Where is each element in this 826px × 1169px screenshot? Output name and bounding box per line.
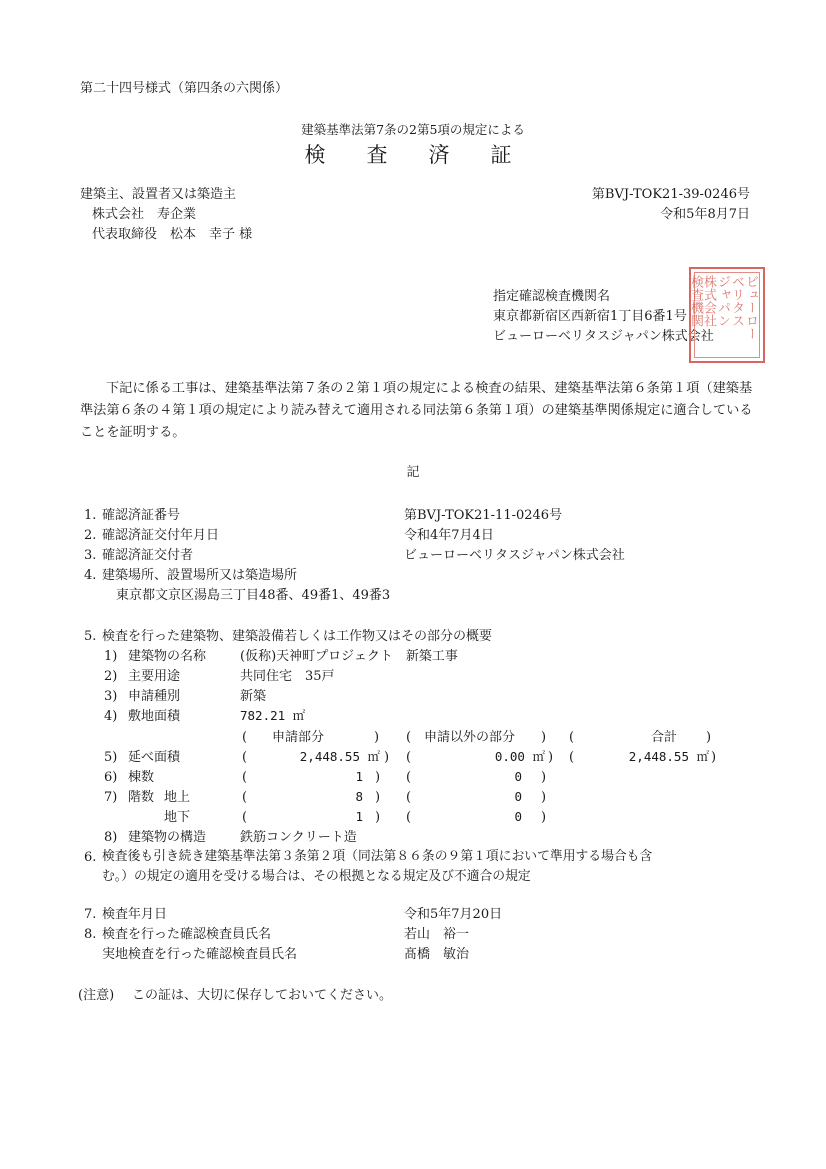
close-paren: ) <box>706 730 712 745</box>
open-paren: ( <box>406 790 412 805</box>
item-number: 1. <box>84 508 97 523</box>
sub-number: 8) <box>104 830 118 845</box>
sub-value: 新築 <box>240 689 267 704</box>
sub-number: 6) <box>104 770 118 785</box>
open-paren: ( <box>406 750 412 765</box>
open-paren: ( <box>406 730 412 745</box>
area-header-applied: 申請部分 <box>272 730 325 745</box>
close-paren: ) <box>541 770 547 785</box>
item-value: 第BVJ-TOK21-11-0246号 <box>404 508 563 523</box>
certification-statement: 下記に係る工事は、建築基準法第７条の２第１項の規定による検査の結果、建築基準法第６条第１項（建築基準法第６条の４第１項の規定により読み替えて適用される同法第６条第１項）の建築基準関係規定に適合していることを証明する。 <box>80 381 753 440</box>
form-title: 第二十四号様式（第四条の六関係） <box>80 81 289 96</box>
floors-below-other: 0 <box>514 809 522 824</box>
close-paren: ) <box>384 750 390 765</box>
sub-label: 階数 <box>128 790 155 805</box>
close-paren: ) <box>541 810 547 825</box>
close-paren: ) <box>541 790 547 805</box>
close-paren: ) <box>541 730 547 745</box>
sub-label: 建築物の名称 <box>128 649 207 664</box>
floor-area-other: 0.00 ㎡ <box>494 749 545 764</box>
ki-heading: 記 <box>406 465 420 480</box>
issuer-name: ビューローベリタスジャパン株式会社 <box>493 329 714 344</box>
seal-text: 株式会社 <box>701 275 716 327</box>
official-seal-stamp <box>689 267 765 363</box>
sub-label: 敷地面積 <box>128 709 181 724</box>
item-value: ビューローベリタスジャパン株式会社 <box>404 548 625 563</box>
item-label: 検査年月日 <box>102 907 168 922</box>
close-paren: ) <box>548 750 554 765</box>
item-value: 令和4年7月4日 <box>404 528 494 543</box>
item-label: 確認済証交付者 <box>102 548 194 563</box>
issuer-label: 指定確認検査機関名 <box>493 289 611 304</box>
close-paren: ) <box>374 730 380 745</box>
sub-label: 建築物の構造 <box>128 830 207 845</box>
open-paren: ( <box>569 750 575 765</box>
item-label: 確認済証番号 <box>102 508 181 523</box>
close-paren: ) <box>375 770 381 785</box>
item-number: 6. <box>84 850 97 865</box>
sub-number: 5) <box>104 750 118 765</box>
sub-number: 2) <box>104 669 118 684</box>
item-value: 東京都文京区湯島三丁目48番、49番1、49番3 <box>116 588 391 603</box>
floors-below-applied: 1 <box>355 809 363 824</box>
area-header-other: 申請以外の部分 <box>424 730 516 745</box>
item-text: む。）の規定の適用を受ける場合は、その根拠となる規定及び不適合の規定 <box>102 869 531 884</box>
note-text: この証は、大切に保存しておいてください。 <box>132 988 393 1003</box>
item-value: 令和5年7月20日 <box>404 907 503 922</box>
sub-value: 共同住宅 35戸 <box>240 669 335 684</box>
item-value: 髙橋 敏治 <box>404 947 470 962</box>
sub-value: 782.21 ㎡ <box>240 708 306 723</box>
document-title: 検 査 済 証 <box>304 143 522 167</box>
open-paren: ( <box>406 770 412 785</box>
document-date: 令和5年8月7日 <box>660 207 750 222</box>
open-paren: ( <box>242 730 248 745</box>
sub-label: 延べ面積 <box>128 750 181 765</box>
open-paren: ( <box>242 750 248 765</box>
floors-below-label: 地下 <box>164 810 191 825</box>
building-count-applied: 1 <box>355 769 363 784</box>
item-number: 3. <box>84 548 97 563</box>
sub-value: 鉄筋コンクリート造 <box>240 830 357 845</box>
sub-label: 申請種別 <box>128 689 181 704</box>
item-label: 検査を行った建築物、建築設備若しくは工作物又はその部分の概要 <box>102 629 493 644</box>
close-paren: ) <box>375 790 381 805</box>
item-number: 8. <box>84 927 97 942</box>
item-label: 実地検査を行った確認検査員氏名 <box>102 947 298 962</box>
sub-number: 3) <box>104 689 118 704</box>
document-number: 第BVJ-TOK21-39-0246号 <box>591 187 750 202</box>
item-label: 検査を行った確認検査員氏名 <box>102 927 272 942</box>
sub-number: 4) <box>104 709 118 724</box>
item-text: 検査後も引き続き建築基準法第３条第２項（同法第８６条の９第１項において準用する場合も含 <box>102 849 653 864</box>
item-label: 確認済証交付年月日 <box>102 528 220 543</box>
note-label: (注意) <box>78 988 115 1003</box>
item-number: 5. <box>84 629 97 644</box>
close-paren: ) <box>375 810 381 825</box>
law-basis: 建築基準法第7条の2第5項の規定による <box>301 122 525 137</box>
floors-above-other: 0 <box>514 789 522 804</box>
open-paren: ( <box>242 770 248 785</box>
building-count-other: 0 <box>514 769 522 784</box>
open-paren: ( <box>406 810 412 825</box>
floors-above-applied: 8 <box>355 789 363 804</box>
seal-text: ベリタス <box>729 275 744 327</box>
floors-above-label: 地上 <box>164 790 191 805</box>
open-paren: ( <box>242 790 248 805</box>
item-number: 4. <box>84 568 97 583</box>
issuer-address: 東京都新宿区西新宿1丁目6番1号 <box>493 309 687 324</box>
recipient-label: 建築主、設置者又は築造主 <box>80 187 237 202</box>
item-number: 2. <box>84 528 97 543</box>
seal-text: 検査機関 <box>688 275 703 327</box>
seal-text: ジャパン <box>715 275 730 327</box>
recipient-company: 株式会社 寿企業 <box>92 207 197 222</box>
sub-label: 棟数 <box>128 770 155 785</box>
close-paren: ) <box>711 750 717 765</box>
item-value: 若山 裕一 <box>404 927 470 942</box>
floor-area-total: 2,448.55 ㎡ <box>628 749 709 764</box>
open-paren: ( <box>242 810 248 825</box>
sub-number: 1) <box>104 649 118 664</box>
sub-number: 7) <box>104 790 118 805</box>
area-header-total: 合計 <box>651 730 678 745</box>
open-paren: ( <box>569 730 575 745</box>
item-number: 7. <box>84 907 97 922</box>
recipient-representative: 代表取締役 松本 幸子 様 <box>92 227 253 242</box>
sub-value: (仮称)天神町プロジェクト 新築工事 <box>240 649 458 664</box>
sub-label: 主要用途 <box>128 669 181 684</box>
seal-text: ビューロー <box>743 275 758 340</box>
item-label: 建築場所、設置場所又は築造場所 <box>102 568 298 583</box>
floor-area-applied: 2,448.55 ㎡ <box>299 749 380 764</box>
